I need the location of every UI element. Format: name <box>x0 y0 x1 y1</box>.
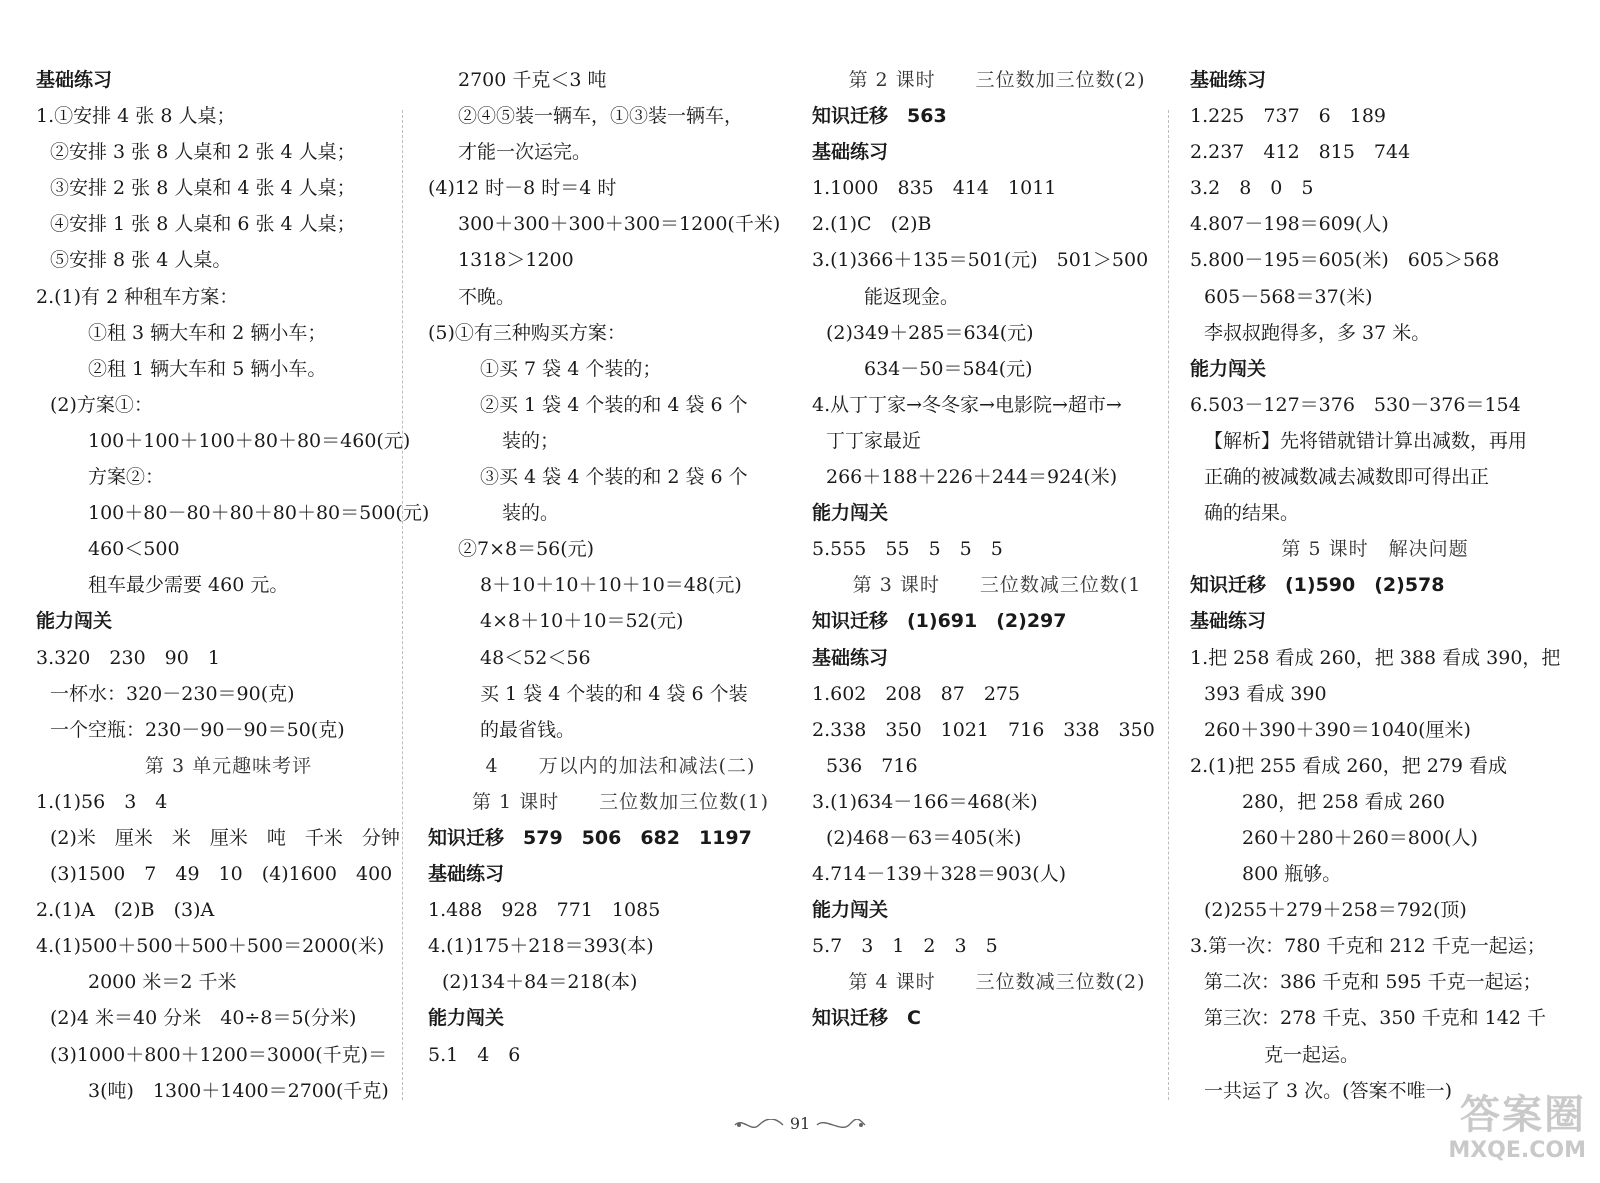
section-heading: 知识迁移 (1)590 (2)578 <box>1190 574 1445 597</box>
section-heading: 基础练习 <box>1190 610 1267 633</box>
answer-line: 克一起运。 <box>1264 1043 1360 1066</box>
column-1 <box>36 62 430 1109</box>
answer-line: 装的。 <box>502 502 560 525</box>
answer-line: (2)方案①： <box>50 393 153 416</box>
answer-line: ④安排 1 张 8 人桌和 6 张 4 人桌； <box>50 213 356 236</box>
answer-line: 不晚。 <box>458 285 516 308</box>
section-heading: 基础练习 <box>812 646 889 669</box>
lesson-title: 4 万以内的加法和减法(二) <box>485 754 756 777</box>
answer-line: 1.488 928 771 1085 <box>428 899 661 922</box>
answer-line: 634－50＝584(元) <box>864 357 1033 380</box>
section-heading: 基础练习 <box>428 863 505 886</box>
answer-line: (3)1000＋800＋1200＝3000(千克)＝ <box>50 1043 388 1066</box>
answer-line: ②④⑤装一辆车，①③装一辆车， <box>458 105 744 128</box>
answer-line: 一个空瓶：230－90－90＝50(克) <box>50 718 345 741</box>
column-divider <box>1168 110 1169 1100</box>
section-heading: 知识迁移 563 <box>812 105 947 128</box>
answer-line: ⑤安排 8 张 4 人桌。 <box>50 249 232 272</box>
answer-line: 5.555 55 5 5 5 <box>812 538 1003 561</box>
answer-line: 的最省钱。 <box>480 718 576 741</box>
answer-line: ③安排 2 张 8 人桌和 4 张 4 人桌； <box>50 177 356 200</box>
answer-line: 一杯水：320－230＝90(克) <box>50 682 295 705</box>
answer-line: 100＋80－80＋80＋80＋80＝500(元) <box>88 502 430 525</box>
section-heading: 基础练习 <box>36 69 113 91</box>
answer-line: 260＋280＋260＝800(人) <box>1242 826 1478 849</box>
answer-line: 4×8＋10＋10＝52(元) <box>480 610 684 633</box>
answer-line: 260＋390＋390＝1040(厘米) <box>1204 718 1471 741</box>
lesson-title: 第 1 课时 三位数加三位数(1) <box>471 790 770 813</box>
answer-line: 1.225 737 6 189 <box>1190 105 1387 128</box>
section-heading: 能力闯关 <box>428 1007 505 1030</box>
section-heading: 知识迁移 (1)691 (2)297 <box>812 610 1067 633</box>
answer-line: 正确的被减数减去减数即可得出正 <box>1204 466 1490 489</box>
section-heading: 能力闯关 <box>36 610 113 633</box>
right-ornament-icon <box>815 1119 867 1131</box>
answer-line: 2.237 412 815 744 <box>1190 141 1411 164</box>
lesson-title: 第 3 单元趣味考评 <box>144 754 313 777</box>
answer-line: 装的； <box>502 429 560 452</box>
answer-line: 确的结果。 <box>1204 502 1300 525</box>
section-heading: 基础练习 <box>812 141 889 164</box>
answer-line: 3.(1)366＋135＝501(元) 501＞500 <box>812 249 1149 272</box>
left-ornament-icon <box>733 1119 785 1131</box>
answer-line: 方案②： <box>88 466 165 489</box>
answer-line: 能返现金。 <box>864 285 960 308</box>
answer-line: 1.602 208 87 275 <box>812 682 1021 705</box>
page-footer <box>0 1114 1600 1133</box>
watermark-logo: 答案圈 <box>1460 1092 1586 1138</box>
answer-line: 3.2 8 0 5 <box>1190 177 1314 200</box>
answer-line: ②买 1 袋 4 个装的和 4 袋 6 个 <box>480 393 748 416</box>
section-heading: 知识迁移 579 506 682 1197 <box>428 826 752 849</box>
answer-line: (2)134＋84＝218(本) <box>442 971 638 994</box>
answer-line: (2)255＋279＋258＝792(顶) <box>1204 899 1467 922</box>
answer-line: 3.第一次：780 千克和 212 千克一起运； <box>1190 935 1546 958</box>
section-heading: 能力闯关 <box>812 502 889 525</box>
answer-line: 1.把 258 看成 260，把 388 看成 390，把 <box>1190 646 1561 669</box>
answer-line: 4.(1)175＋218＝393(本) <box>428 935 654 958</box>
answer-line: 3(吨) 1300＋1400＝2700(千克) <box>88 1079 389 1102</box>
answer-line: 李叔叔跑得多，多 37 米。 <box>1204 321 1431 344</box>
answer-line: 租车最少需要 460 元。 <box>88 574 289 597</box>
section-heading: 能力闯关 <box>812 899 889 922</box>
answer-line: 一共运了 3 次。(答案不唯一) <box>1204 1079 1452 1102</box>
answer-line: ②7×8＝56(元) <box>458 538 595 561</box>
answer-line: 4.807－198＝609(人) <box>1190 213 1389 236</box>
column-2 <box>428 62 813 1073</box>
answer-line: ②租 1 辆大车和 5 辆小车。 <box>88 357 327 380</box>
answer-line: 266＋188＋226＋244＝924(米) <box>826 466 1118 489</box>
answer-line: 5.7 3 1 2 3 5 <box>812 935 998 958</box>
answer-line: 1.①安排 4 张 8 人桌； <box>36 105 236 128</box>
answer-line: 2.(1)把 255 看成 260，把 279 看成 <box>1190 754 1508 777</box>
answer-line: ③买 4 袋 4 个装的和 2 袋 6 个 <box>480 466 748 489</box>
answer-line: 605－568＝37(米) <box>1204 285 1373 308</box>
column-3 <box>812 62 1182 1037</box>
answer-line: 2000 米＝2 千米 <box>88 971 237 994</box>
answer-line: 3.(1)634－166＝468(米) <box>812 790 1038 813</box>
answer-line: 536 716 <box>826 754 918 777</box>
answer-line: ①租 3 辆大车和 2 辆小车； <box>88 321 327 344</box>
lesson-title: 第 5 课时 解决问题 <box>1281 538 1469 561</box>
watermark <box>1416 1093 1586 1175</box>
watermark-url: MXQE.COM <box>1448 1138 1586 1163</box>
answer-line: 第三次：278 千克、350 千克和 142 千 <box>1204 1007 1546 1030</box>
column-4 <box>1190 62 1560 1109</box>
answer-line: 4.从丁丁家→冬冬家→电影院→超市→ <box>812 393 1122 416</box>
answer-line: 460＜500 <box>88 538 180 561</box>
answer-line: 280，把 258 看成 260 <box>1242 790 1445 813</box>
page-number: 91 <box>789 1114 811 1133</box>
answer-line: 5.800－195＝605(米) 605＞568 <box>1190 249 1500 272</box>
lesson-title: 第 4 课时 三位数减三位数(2) <box>848 971 1146 994</box>
answer-line: (2)349＋285＝634(元) <box>826 321 1034 344</box>
answer-line: 3.320 230 90 1 <box>36 646 220 669</box>
section-heading: 知识迁移 C <box>812 1007 921 1030</box>
answer-line: (4)12 时－8 时＝4 时 <box>428 177 617 200</box>
answer-line: ②安排 3 张 8 人桌和 2 张 4 人桌； <box>50 141 356 164</box>
answer-line: 6.503－127＝376 530－376＝154 <box>1190 393 1521 416</box>
answer-line: (2)468－63＝405(米) <box>826 826 1022 849</box>
answer-line: 100＋100＋100＋80＋80＝460(元) <box>88 429 411 452</box>
answer-line: 2.(1)A (2)B (3)A <box>36 899 215 922</box>
lesson-title: 第 3 课时 三位数减三位数(1 <box>852 574 1142 597</box>
answer-line: 4.714－139＋328＝903(人) <box>812 863 1067 886</box>
answer-line: 393 看成 390 <box>1204 682 1327 705</box>
answer-line: 第二次：386 千克和 595 千克一起运； <box>1204 971 1542 994</box>
answer-line: 买 1 袋 4 个装的和 4 袋 6 个装 <box>480 682 748 705</box>
answer-line: (2)4 米＝40 分米 40÷8＝5(分米) <box>50 1007 357 1030</box>
answer-line: 4.(1)500＋500＋500＋500＝2000(米) <box>36 935 385 958</box>
lesson-title: 第 2 课时 三位数加三位数(2) <box>848 69 1146 91</box>
answer-line: 48＜52＜56 <box>480 646 591 669</box>
answer-line: 1318＞1200 <box>458 249 574 272</box>
answer-line: (3)1500 7 49 10 (4)1600 400 <box>50 863 393 886</box>
answer-line: 2700 千克＜3 吨 <box>458 69 607 91</box>
section-heading: 基础练习 <box>1190 69 1267 91</box>
answer-line: 丁丁家最近 <box>826 429 922 452</box>
answer-line: 300＋300＋300＋300＝1200(千米) <box>458 213 781 236</box>
answer-line: ①买 7 袋 4 个装的； <box>480 357 662 380</box>
answer-line: (5)①有三种购买方案： <box>428 321 626 344</box>
answer-line: 1.(1)56 3 4 <box>36 790 168 813</box>
answer-line: 2.338 350 1021 716 338 350 <box>812 718 1155 741</box>
answer-line: 【解析】先将错就错计算出减数，再用 <box>1204 429 1528 452</box>
answer-line: 2.(1)有 2 种租车方案： <box>36 285 239 308</box>
answer-line: 2.(1)C (2)B <box>812 213 932 236</box>
column-divider <box>402 110 403 1100</box>
answer-line: 才能一次运完。 <box>458 141 592 164</box>
answer-line: (2)米 厘米 米 厘米 吨 千米 分钟 <box>50 826 400 849</box>
section-heading: 能力闯关 <box>1190 357 1267 380</box>
answer-line: 800 瓶够。 <box>1242 863 1342 886</box>
answer-line: 8＋10＋10＋10＋10＝48(元) <box>480 574 742 597</box>
answer-line: 5.1 4 6 <box>428 1043 521 1066</box>
answer-line: 1.1000 835 414 1011 <box>812 177 1057 200</box>
